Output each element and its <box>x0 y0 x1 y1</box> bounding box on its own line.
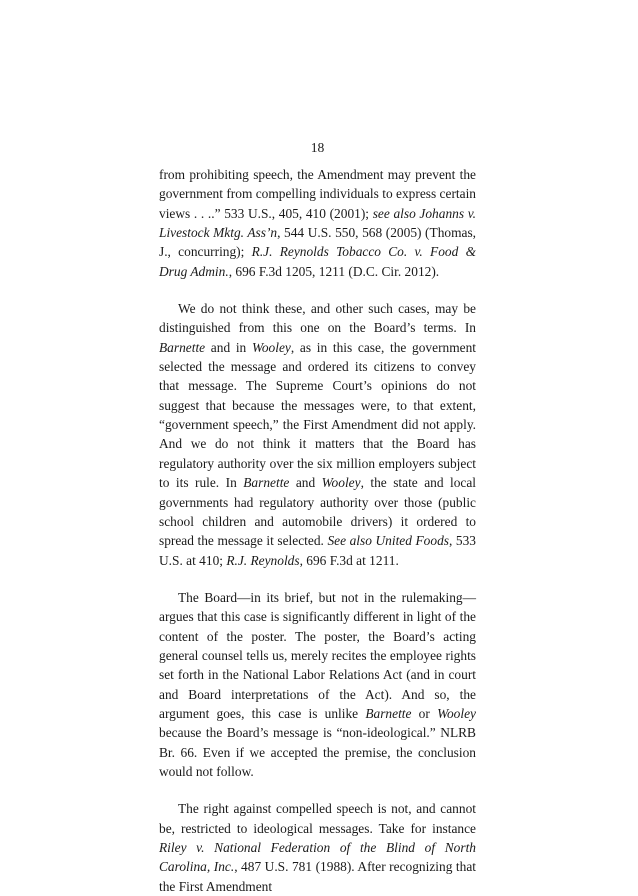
paragraph-text: , the state and local governments had regulatory authority over those (public school children and automobile drivers) it ordered to spread the message it selected. <box>159 475 477 549</box>
citation-text: Wooley <box>437 705 476 721</box>
paragraph-text: The right against compelled speech is not, and cannot be, restricted to ideological messages. Take for instance <box>159 801 476 836</box>
paragraph <box>159 588 476 781</box>
paragraph-text: , 533 U.S. at 410; <box>159 533 476 568</box>
paragraph-text: and in <box>205 339 252 355</box>
citation-text: Barnette <box>159 339 206 355</box>
paragraph-text: , 696 F.3d 1205, 1211 (D.C. Cir. 2012). <box>228 263 440 279</box>
citation-text: see also Johanns v. Livestock Mktg. Ass’n <box>159 205 477 241</box>
paragraph <box>159 799 476 896</box>
citation-text: Riley v. National Federation of the Blind of North Carolina, Inc. <box>159 840 476 875</box>
paragraph-text: , as in this case, the government selected the message and ordered its citizens to convey that message. The Supreme Court’s opinions do not suggest that because the messages were, to that extent, “government speech,” the First Amendment did not apply. And we do not think it matters that the Board has regulatory authority over the six million employers subject to its rule. In <box>159 339 476 491</box>
citation-text: Wooley <box>251 339 291 355</box>
paragraph-text: or <box>411 705 438 721</box>
paragraph-text: We do not think these, and other such cases, may be distinguished from this one on the Board’s terms. In <box>159 301 476 336</box>
paragraph-text: because the Board’s message is “non-ideological.” NLRB Br. 66. Even if we accepted the premise, the conclusion would not follow. <box>159 725 476 779</box>
citation-text: Barnette <box>365 705 412 721</box>
paragraph <box>159 165 476 281</box>
paragraph-text: from prohibiting speech, the Amendment may prevent the government from compelling individuals to express certain views . . ..” 533 U.S., 405, 410 (2001); <box>159 167 476 221</box>
paragraph-text: , 487 U.S. 781 (1988). After recognizing that the First Amendment <box>159 859 476 894</box>
citation-text: Wooley <box>321 475 361 491</box>
paragraph-text: and <box>289 475 322 491</box>
page-number: 18 <box>310 140 325 155</box>
citation-text: Barnette <box>243 475 290 491</box>
paragraph-text: , 544 U.S. 550, 568 (2005) (Thomas, J., concurring); <box>159 225 477 260</box>
citation-text: R.J. Reynolds Tobacco Co. v. Food & Drug Admin. <box>159 244 476 279</box>
paragraph <box>159 299 476 570</box>
paragraph-text: , 696 F.3d at 1211. <box>299 552 399 568</box>
paragraph-text: The Board—in its brief, but not in the rulemaking—argues that this case is significantly different in light of the content of the poster. The poster, the Board’s acting general counsel tells us, merely recites the employee rights set forth in the National Labor Relations Act (and in court and Board interpretations of the Act). And so, the argument goes, this case is unlike <box>159 589 476 721</box>
body-text <box>159 165 476 896</box>
citation-text: See also United Foods <box>327 533 449 549</box>
citation-text: R.J. Reynolds <box>226 552 300 568</box>
